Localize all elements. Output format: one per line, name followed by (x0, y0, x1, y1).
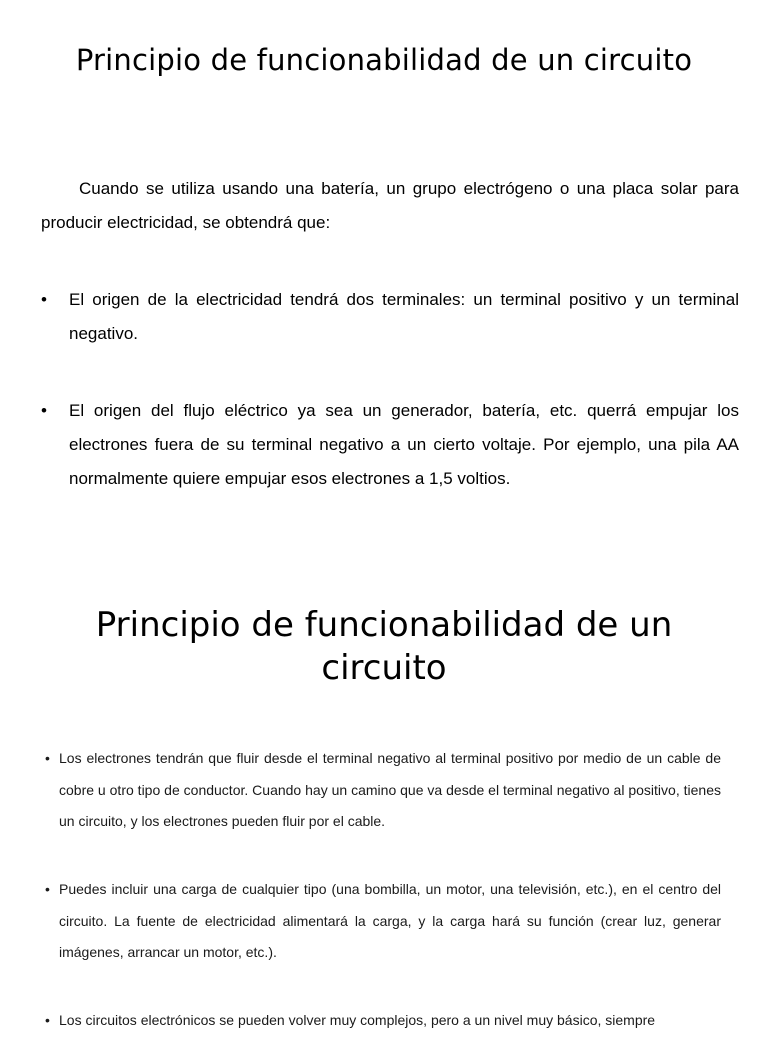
slide-1-bullet-list-1 (41, 283, 739, 351)
slide-1-intro: Cuando se utiliza usando una batería, un grupo electrógeno o una placa solar para producir electricidad, se obtendrá que: (41, 179, 739, 232)
list-item (41, 394, 739, 496)
bullet-icon: • (45, 750, 50, 766)
bullet-icon: • (45, 881, 50, 897)
slide-2-bullet-list-1 (45, 743, 721, 838)
list-item (45, 874, 721, 969)
slide-2-title: Principio de funcionabilidad de un circuito (95, 605, 673, 688)
bullet-icon: • (41, 401, 47, 420)
bullet-text: Puedes incluir una carga de cualquier tipo (una bombilla, un motor, una televisión, etc.), en el centro del circuito. La fuente de electricidad alimentará la carga, y la carga hará su función (crear luz, generar imágenes, arrancar un motor, etc.). (59, 881, 721, 960)
bullet-text: El origen de la electricidad tendrá dos terminales: un terminal positivo y un terminal negativo. (69, 290, 739, 343)
slide-2 (0, 560, 768, 1028)
slide-2-bullet-list-3 (45, 1005, 721, 1037)
bullet-text: El origen del flujo eléctrico ya sea un generador, batería, etc. querrá empujar los electrones fuera de su terminal negativo a un cierto voltaje. Por ejemplo, una pila AA normalmente quiere empujar esos electrones a 1,5 voltios. (69, 401, 739, 488)
list-item (45, 743, 721, 838)
slide-2-bullet-list-2 (45, 874, 721, 969)
slide-1-title: Principio de funcionabilidad de un circuito (75, 43, 693, 77)
list-item (45, 1005, 721, 1037)
bullet-text: Los electrones tendrán que fluir desde el terminal negativo al terminal positivo por medio de un cable de cobre u otro tipo de conductor. Cuando hay un camino que va desde el terminal negativo al positivo, tienes un circuito, y los electrones pueden fluir por el cable. (59, 750, 721, 829)
bullet-icon: • (45, 1012, 50, 1028)
list-item (41, 283, 739, 351)
slide-1-bullet-list-2 (41, 394, 739, 496)
bullet-text: Los circuitos electrónicos se pueden volver muy complejos, pero a un nivel muy básico, siempre (59, 1012, 656, 1028)
bullet-icon: • (41, 290, 47, 309)
